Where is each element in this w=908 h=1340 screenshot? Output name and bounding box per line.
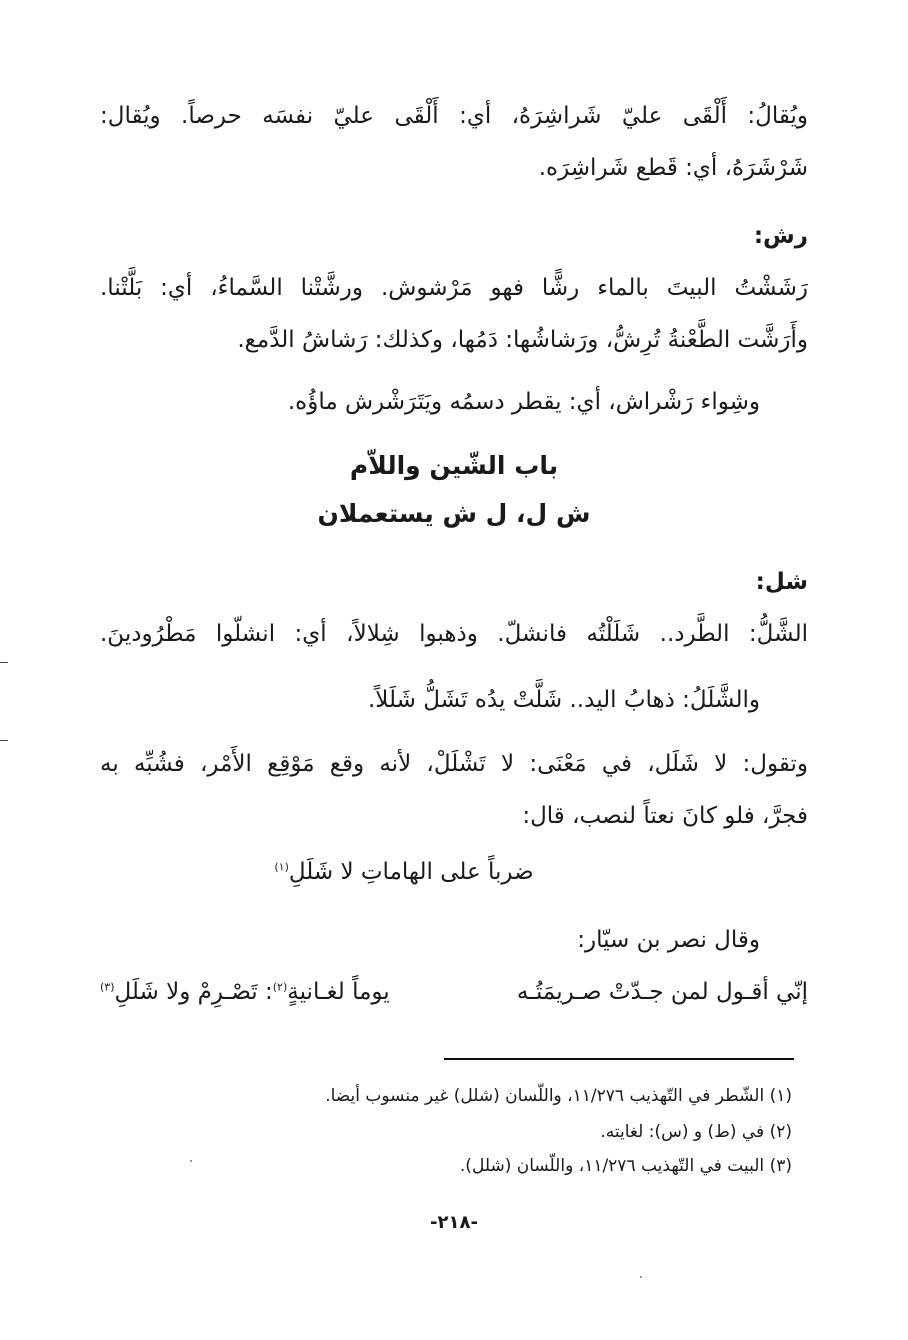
verse-text: يوماً لغـانيةٍ bbox=[287, 979, 390, 1005]
footnote-divider bbox=[444, 1058, 794, 1060]
paragraph-line: الشَّلُّ: الطَّرد.. شَلَلْتُه فانشلّ. وذهبوا شِلالاً، أي: انشلّوا مَطْرُودينَ. bbox=[100, 621, 808, 647]
footnote bbox=[460, 1154, 792, 1178]
footnote-number: (٣) bbox=[769, 1156, 792, 1176]
entry-heading-shal: شل: bbox=[755, 569, 808, 595]
footnote-text: الشّطر في التّهذيب ١١/٢٧٦، واللّسان (شلل) غير منسوب أيضا. bbox=[325, 1086, 765, 1106]
footnote-number: (٢) bbox=[769, 1122, 792, 1142]
footnote-text: في (ط) و (س): لغايته. bbox=[600, 1122, 765, 1142]
paragraph-line: فجرَّ، فلو كانَ نعتاً لنصب، قال: bbox=[522, 803, 808, 829]
quoted-hemistich bbox=[0, 856, 808, 888]
footnote-ref: (١) bbox=[274, 860, 289, 874]
paragraph-line: رَشَشْتُ البيتَ بالماء رشًّا فهو مَرْشوش. ورشَّتْنا السَّماءُ، أي: بَلَّتْنا. bbox=[100, 275, 808, 301]
footnote-text: البيت في التّهذيب ١١/٢٧٦، واللّسان (شلل). bbox=[459, 1156, 765, 1176]
verse-second-hemistich bbox=[100, 976, 390, 1008]
verse-first-hemistich: إنّي أقـول لمن جـدّتْ صـريمَتُـه bbox=[516, 979, 808, 1005]
footnote bbox=[600, 1120, 792, 1144]
scan-speck bbox=[190, 1160, 192, 1162]
paragraph-line: والشَّلَلُ: ذهابُ اليد.. شَلَّتْ يدُه تَشَلُّ شَلَلاً. bbox=[368, 687, 760, 713]
page-number: -٢١٨- bbox=[430, 1212, 478, 1233]
paragraph-line: وتقول: لا شَلَل، في مَعْنَى: لا تَشْلَلْ، لأنه وقع مَوْقِع الأَمْر، فشُبِّه به bbox=[100, 751, 808, 777]
paragraph-line: ويُقالُ: أَلْقَى عليّ شَراشِرَهُ، أي: أَلْقَى عليّ نفسَه حرصاً. ويُقال: bbox=[100, 103, 808, 129]
paragraph-line: وقال نصر بن سيّار: bbox=[577, 927, 760, 953]
footnote-number: (١) bbox=[769, 1086, 792, 1106]
chapter-title: باب الشّين واللاّم bbox=[349, 451, 559, 480]
chapter-subtitle: ش ل، ل ش يستعملان bbox=[317, 499, 591, 528]
quote-text: ضرباً على الهاماتِ لا شَلَلِ bbox=[288, 859, 534, 885]
paragraph-line: شَرْشَرَهُ، أي: قَطع شَراشِرَه. bbox=[538, 155, 808, 181]
poetry-verse bbox=[100, 976, 808, 1016]
footnote-ref: (٣) bbox=[100, 980, 115, 994]
entry-heading-rash: رش: bbox=[753, 223, 808, 249]
paragraph-line: وشِواء رَشْراش، أي: يقطر دسمُه ويَتَرَشْرش ماؤُه. bbox=[287, 389, 760, 415]
scan-speck bbox=[640, 1276, 642, 1278]
scan-margin-mark bbox=[0, 662, 8, 663]
paragraph-line: وأَرَشَّت الطَّعْنةُ تُرِشُّ، ورَشاشُها: دَمُها، وكذلك: رَشاشُ الدَّمع. bbox=[237, 327, 808, 353]
footnote-ref: (٢) bbox=[272, 980, 288, 994]
verse-text: : تَصْـرِمْ ولا شَلَلِ bbox=[114, 979, 273, 1005]
scan-margin-mark bbox=[0, 740, 8, 741]
footnote bbox=[325, 1084, 792, 1108]
